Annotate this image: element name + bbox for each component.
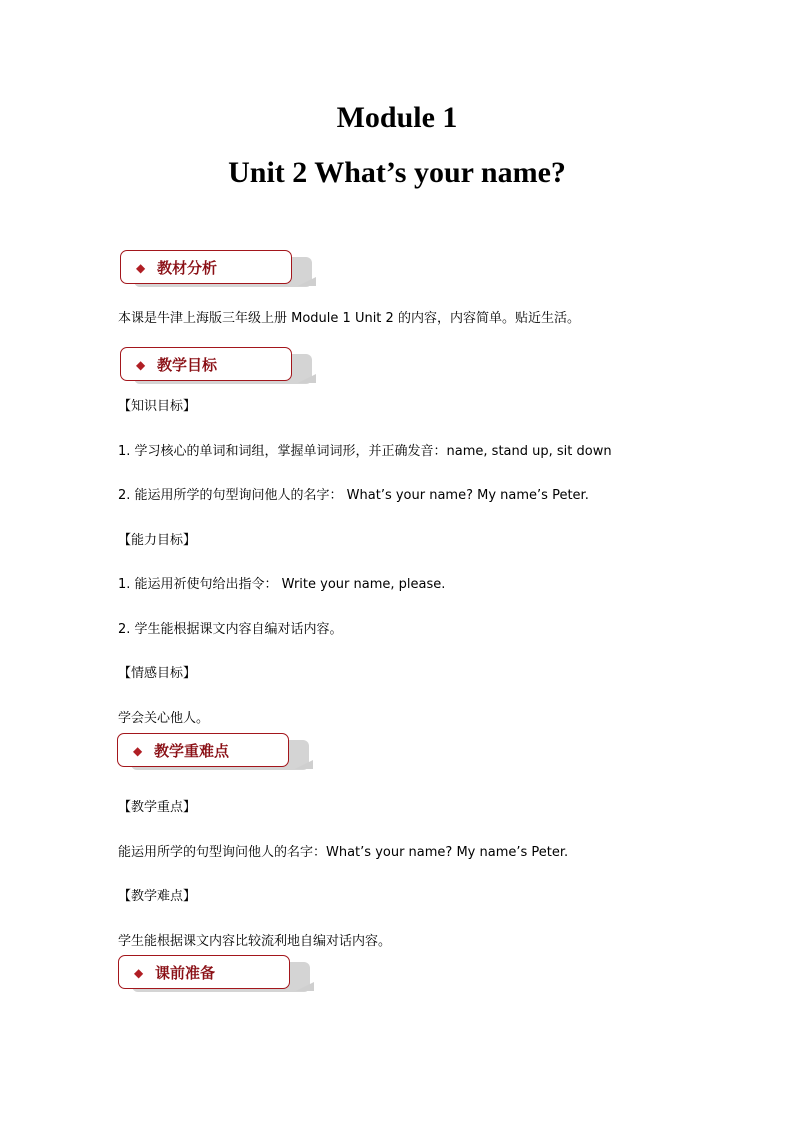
section-heading-key-points: 教学重难点: [154, 742, 230, 760]
module-title: Module 1: [336, 101, 458, 134]
knowledge-goal-item-1: 1. 学习核心的单词和词组，掌握单词词形，并正确发音：name, stand up, sit down: [118, 444, 612, 459]
ability-goal-item-2: 2. 学生能根据课文内容自编对话内容。: [118, 622, 343, 637]
section-heading-analysis: 教材分析: [157, 259, 218, 277]
section-header-goals: [120, 347, 316, 389]
section-header-box: [118, 955, 290, 989]
section-heading-preparation: 课前准备: [155, 964, 216, 982]
section-header-shadow-corner: [296, 982, 314, 991]
section-header-box: [120, 347, 292, 381]
section-header-preparation: [118, 955, 314, 997]
diamond-icon: ◆: [136, 358, 146, 372]
knowledge-goals-label: 【知识目标】: [118, 399, 197, 414]
knowledge-goal-item-2: 2. 能运用所学的句型询问他人的名字： What’s your name? My name’s Peter.: [118, 488, 589, 503]
section-heading-goals: 教学目标: [157, 356, 218, 374]
section-header-box: [120, 250, 292, 284]
diamond-icon: ◆: [134, 966, 144, 980]
teaching-focus-label: 【教学重点】: [118, 800, 197, 815]
section-header-key-points: [117, 733, 313, 775]
diamond-icon: ◆: [136, 261, 146, 275]
section-header-shadow-corner: [298, 277, 316, 286]
ability-goals-label: 【能力目标】: [118, 533, 197, 548]
teaching-difficulty-label: 【教学难点】: [118, 889, 197, 904]
emotion-goals-label: 【情感目标】: [118, 666, 197, 681]
teaching-focus-text: 能运用所学的句型询问他人的名字：What’s your name? My name’s Peter.: [118, 845, 569, 860]
diamond-icon: ◆: [133, 744, 143, 758]
teaching-difficulty-text: 学生能根据课文内容比较流利地自编对话内容。: [118, 934, 392, 949]
unit-title: Unit 2 What’s your name?: [228, 156, 566, 189]
ability-goal-item-1: 1. 能运用祈使句给出指令： Write your name, please.: [118, 577, 446, 592]
section-header-shadow-corner: [298, 374, 316, 383]
analysis-paragraph: 本课是牛津上海版三年级上册 Module 1 Unit 2 的内容，内容简单。贴近生活。: [118, 311, 580, 326]
section-header-analysis: [120, 250, 316, 292]
section-header-box: [117, 733, 289, 767]
section-header-shadow-corner: [295, 760, 313, 769]
emotion-goal-item-1: 学会关心他人。: [118, 711, 210, 726]
